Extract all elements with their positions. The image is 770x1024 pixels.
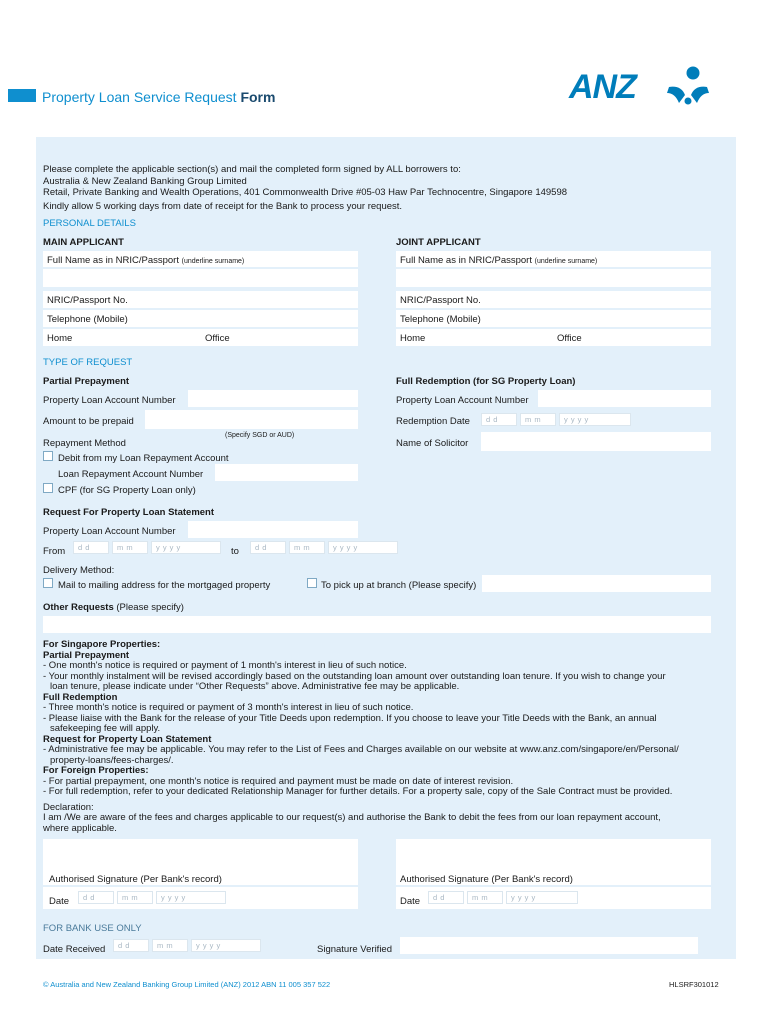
solicitor-field[interactable] [481,432,711,451]
statement-note-1b: property-loans/fees-charges/. [50,754,174,766]
from-day-field[interactable]: d d [73,541,109,554]
redemption-month-field[interactable]: m m [520,413,556,426]
joint-home-label: Home [400,333,426,344]
main-full-name-field[interactable] [43,269,358,287]
declaration-line-2: where applicable. [43,822,117,834]
joint-sign-month-field[interactable]: m m [467,891,503,904]
statement-notes-heading: Request for Property Loan Statement [43,733,212,745]
joint-office-label: Office [557,333,582,344]
anz-logo: ANZ [569,65,714,107]
cpf-label: CPF (for SG Property Loan only) [58,485,196,496]
joint-sign-year-field[interactable]: y y y y [506,891,578,904]
main-full-name-label: Full Name as in NRIC/Passport (underline surname) [47,255,245,266]
mail-label: Mail to mailing address for the mortgaged property [58,580,271,591]
intro-line-2: Australia & New Zealand Banking Group Limited [43,176,247,187]
joint-home-office-field[interactable] [396,329,711,346]
joint-full-name-label: Full Name as in NRIC/Passport (underline surname) [400,255,598,266]
pickup-branch-field[interactable] [482,575,711,592]
debit-checkbox[interactable] [43,451,53,461]
type-of-request-heading: TYPE OF REQUEST [43,357,133,368]
joint-full-name-field[interactable] [396,269,711,287]
partial-notes-heading: Partial Prepayment [43,649,130,661]
partial-note-2a: - Your monthly instalment will be revised accordingly based on the outstanding loan amount over outstanding loan tenure. If you wish to change your [43,670,666,682]
amount-field[interactable] [145,410,358,429]
statement-account-label: Property Loan Account Number [43,526,176,537]
partial-account-label: Property Loan Account Number [43,395,176,406]
partial-note-2b: loan tenure, please indicate under “Other Requests” above. Administrative fee may be applicable. [50,681,460,692]
main-home-office-field[interactable] [43,329,358,346]
redemption-day-field[interactable]: d d [481,413,517,426]
delivery-method-label: Delivery Method: [43,565,115,576]
main-signature-label: Authorised Signature (Per Bank's record) [49,874,222,885]
foreign-note-2: - For full redemption, refer to your dedicated Relationship Manager for further details. For a property sale, copy of the Sale Contract must be provided. [43,786,673,797]
intro-line-1: Please complete the applicable section(s) and mail the completed form signed by ALL borrowers to: [43,164,461,175]
joint-nric-label: NRIC/Passport No. [400,295,481,306]
main-sign-month-field[interactable]: m m [117,891,153,904]
sg-heading: For Singapore Properties: [43,639,161,650]
main-date-label: Date [49,896,70,907]
copyright: © Australia and New Zealand Banking Group Limited (ANZ) 2012 ABN 11 005 357 522 [43,980,331,989]
intro-line-4: Kindly allow 5 working days from date of receipt for the Bank to process your request. [43,201,403,212]
main-home-label: Home [47,333,73,344]
statement-heading: Request For Property Loan Statement [43,507,215,518]
main-applicant-heading: MAIN APPLICANT [43,237,124,248]
declaration-line-1: I am /We are aware of the fees and charges applicable to our request(s) and authorise the Bank to debit the fees from our loan repayment account, [43,812,661,823]
people-icon [665,65,711,105]
foreign-heading: For Foreign Properties: [43,765,149,776]
redemption-date-label: Redemption Date [396,416,470,427]
main-mobile-label: Telephone (Mobile) [47,314,128,325]
full-note-1: - Three month's notice is required or payment of 3 month's interest in lieu of such notice. [43,702,414,713]
to-year-field[interactable]: y y y y [328,541,398,554]
full-note-2a: - Please liaise with the Bank for the release of your Title Deeds upon redemption. If you choose to leave your Title Deeds with the Bank, an annual [43,712,657,724]
notes-block [43,640,723,834]
partial-prepayment-heading: Partial Prepayment [43,376,130,387]
joint-signature-label: Authorised Signature (Per Bank's record) [400,874,573,885]
foreign-note-1: - For partial prepayment, one month's notice is required and payment must be made on date of interest revision. [43,775,514,787]
declaration-heading: Declaration: [43,801,94,813]
full-notes-heading: Full Redemption [43,691,118,703]
personal-details-heading: PERSONAL DETAILS [43,218,136,229]
joint-date-label: Date [400,896,421,907]
to-day-field[interactable]: d d [250,541,286,554]
main-office-label: Office [205,333,230,344]
joint-mobile-label: Telephone (Mobile) [400,314,481,325]
signature-verified-label: Signature Verified [317,944,392,955]
received-day-field[interactable]: d d [113,939,149,952]
cpf-checkbox[interactable] [43,483,53,493]
from-year-field[interactable]: y y y y [151,541,221,554]
joint-applicant-heading: JOINT APPLICANT [396,237,481,248]
pickup-checkbox[interactable] [307,578,317,588]
form-code: HLSRF301012 [669,980,719,989]
partial-account-field[interactable] [188,390,358,407]
bank-use-heading: FOR BANK USE ONLY [43,923,142,934]
from-label: From [43,546,66,557]
date-received-label: Date Received [43,944,106,955]
statement-note-1a: - Administrative fee may be applicable. You may refer to the List of Fees and Charges available on our website at www.anz.com/singapore/en/Personal/ [43,744,679,755]
solicitor-label: Name of Solicitor [396,438,469,449]
to-month-field[interactable]: m m [289,541,325,554]
mail-checkbox[interactable] [43,578,53,588]
pickup-label: To pick up at branch (Please specify) [321,580,477,591]
joint-sign-day-field[interactable]: d d [428,891,464,904]
from-month-field[interactable]: m m [112,541,148,554]
full-account-field[interactable] [538,390,711,407]
main-sign-year-field[interactable]: y y y y [156,891,226,904]
signature-verified-field[interactable] [400,937,698,954]
received-month-field[interactable]: m m [152,939,188,952]
intro-line-3: Retail, Private Banking and Wealth Operations, 401 Commonwealth Drive #05-03 Haw Par Technocentre, Singapore 149598 [43,187,568,198]
loan-repayment-account-field[interactable] [215,464,358,481]
to-label: to [231,546,239,557]
header-bar [8,89,36,102]
currency-note: (Specify SGD or AUD) [225,432,295,439]
debit-label: Debit from my Loan Repayment Account [58,453,229,464]
full-note-2b: safekeeping fee will apply. [50,723,161,734]
partial-note-1: - One month's notice is required or payment of 1 month's interest in lieu of such notice. [43,660,407,671]
other-requests-field[interactable] [43,616,711,633]
amount-label: Amount to be prepaid [43,416,134,427]
statement-account-field[interactable] [188,521,358,538]
redemption-year-field[interactable]: y y y y [559,413,631,426]
main-sign-day-field[interactable]: d d [78,891,114,904]
full-redemption-heading: Full Redemption (for SG Property Loan) [396,376,576,387]
received-year-field[interactable]: y y y y [191,939,261,952]
page-title: Property Loan Service Request Form [42,89,276,105]
full-account-label: Property Loan Account Number [396,395,529,406]
loan-repayment-account-label: Loan Repayment Account Number [58,469,204,480]
main-nric-label: NRIC/Passport No. [47,295,128,306]
other-requests-label: Other Requests (Please specify) [43,602,184,613]
repayment-method-label: Repayment Method [43,438,126,449]
